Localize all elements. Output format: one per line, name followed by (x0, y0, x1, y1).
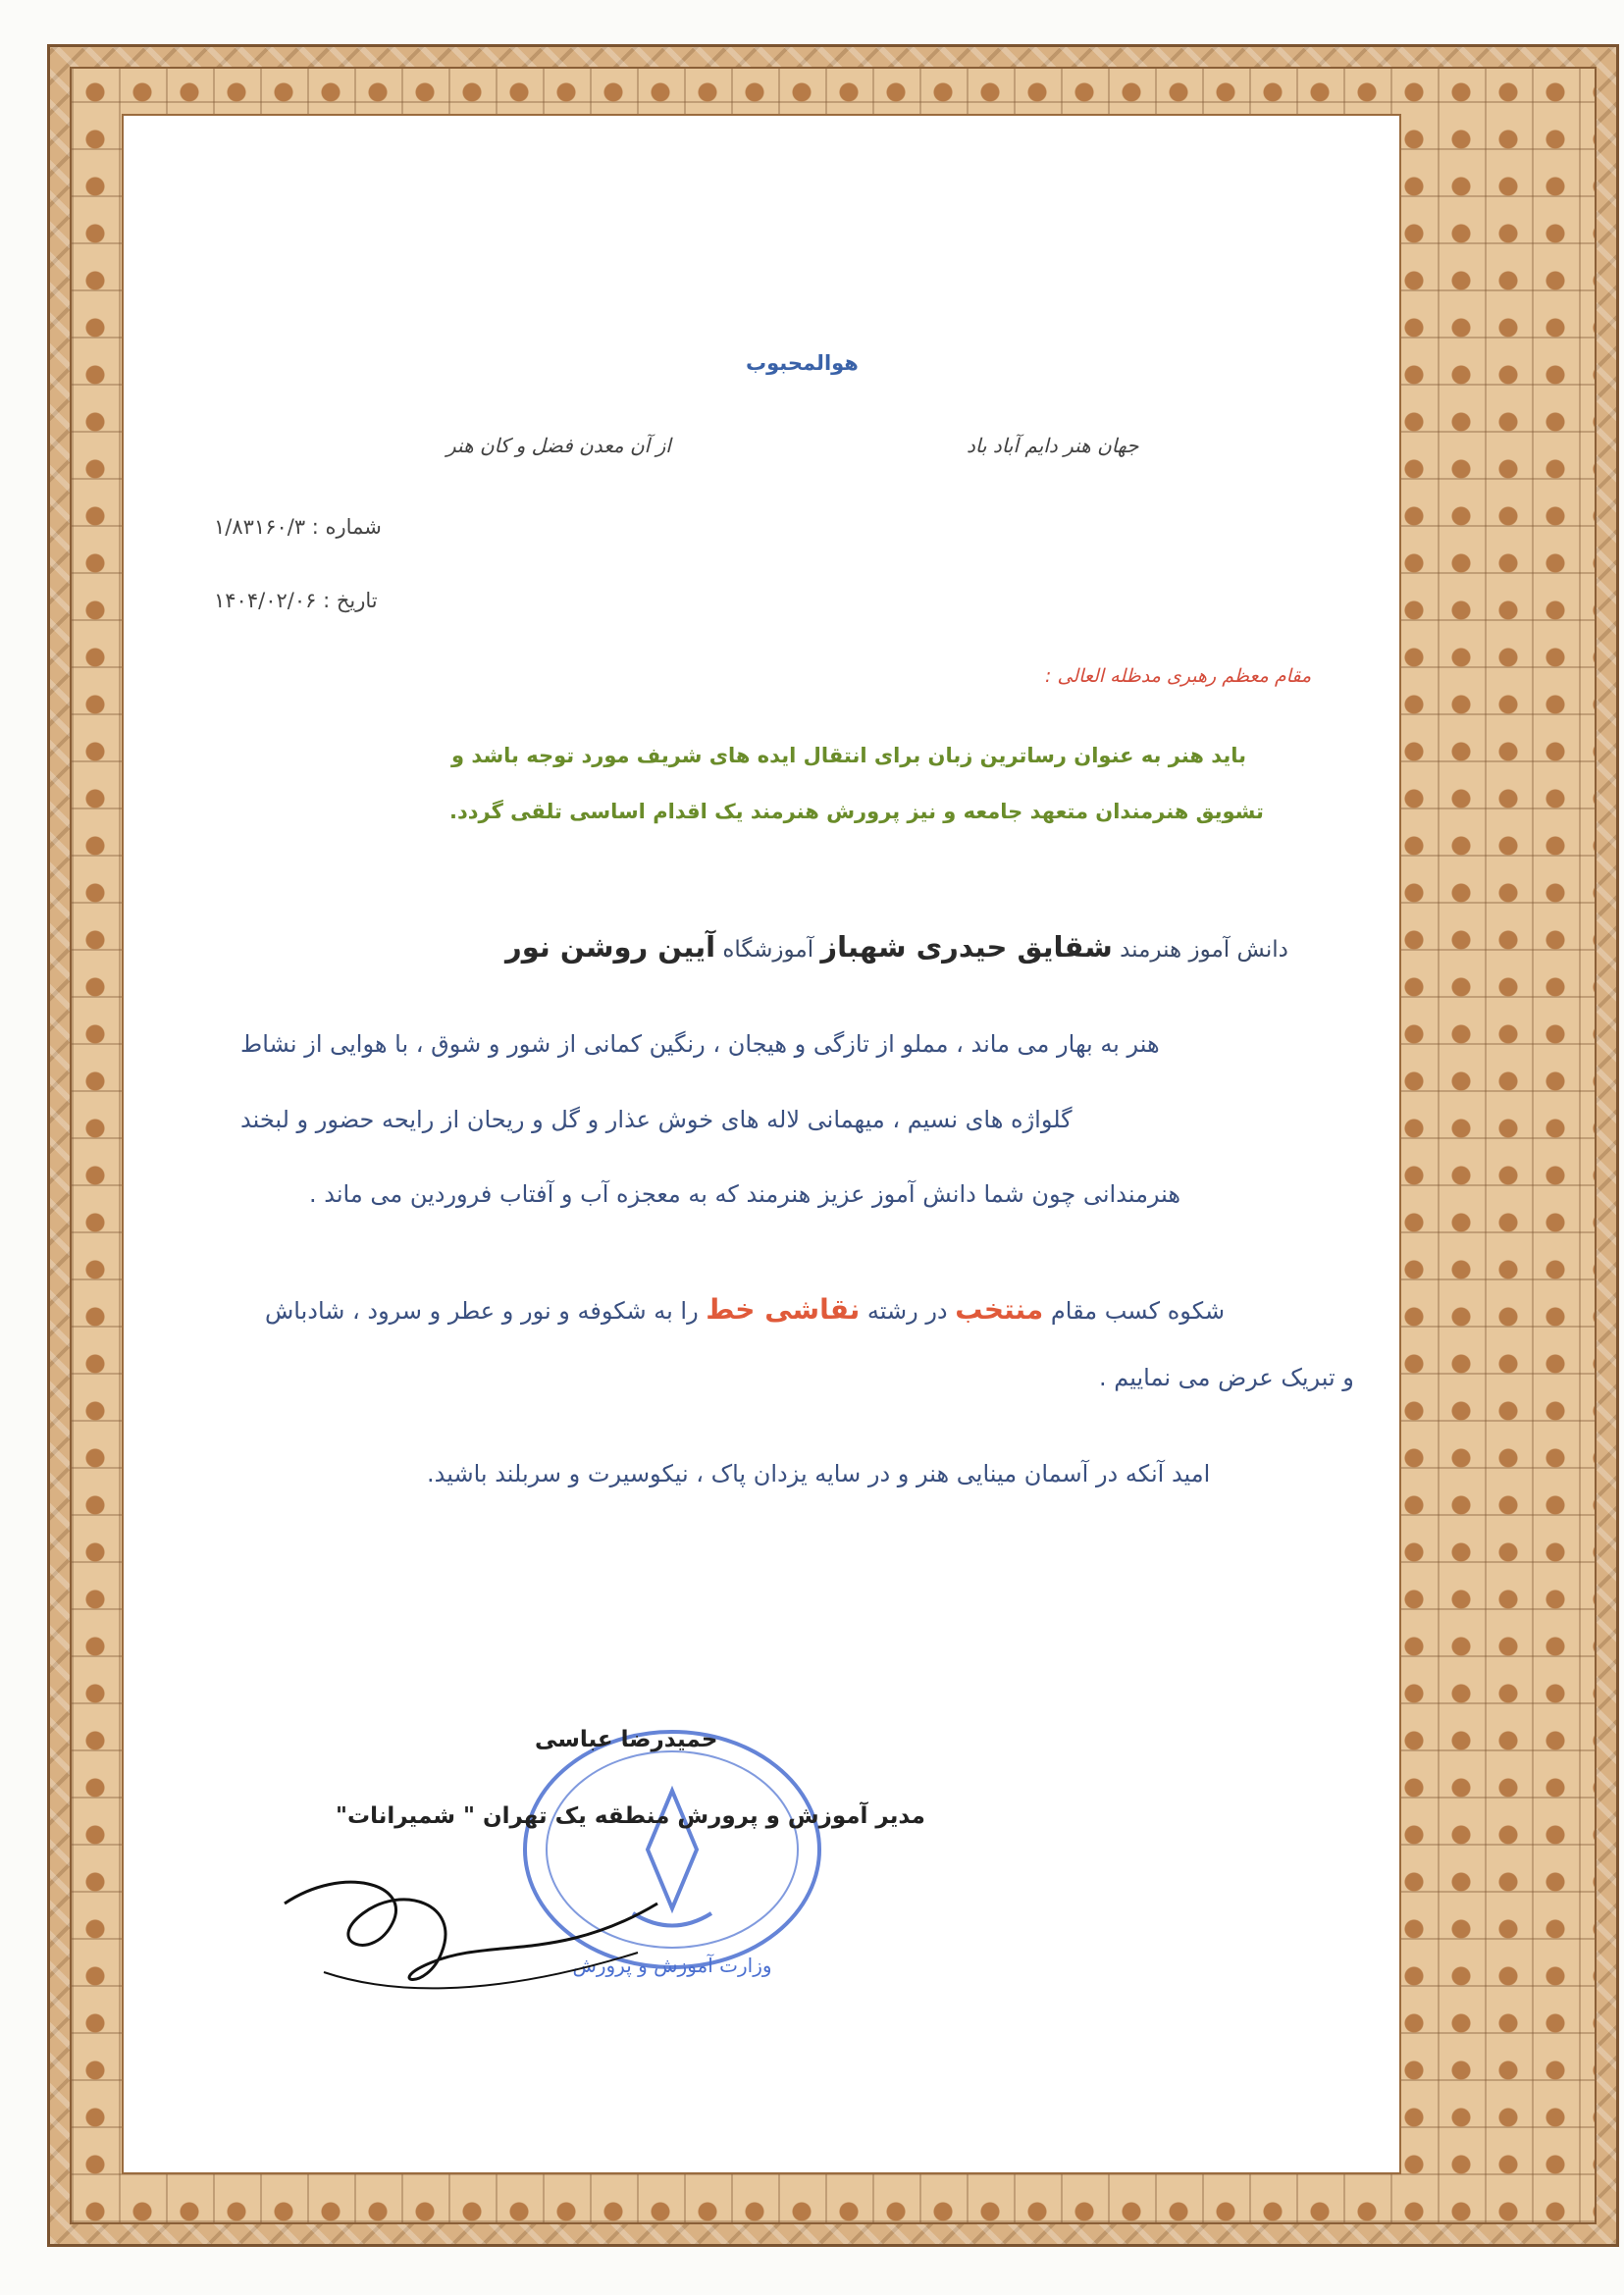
verse-left: از آن معدن فضل و کان هنر (446, 434, 671, 457)
heading: هوالمحبوب (746, 351, 859, 375)
achievement-part: در رشته (866, 1297, 948, 1325)
letter-date: تاریخ : ۱۴۰۴/۰۲/۰۶ (214, 589, 378, 612)
rank-label: منتخب (955, 1293, 1044, 1326)
paragraph-line: و تبریک عرض می نماییم . (1099, 1364, 1354, 1391)
leader-title: مقام معظم رهبری مدظله العالی : (1045, 665, 1312, 687)
paragraph-line: هنر به بهار می ماند ، مملو از تازگی و هیجان ، رنگین کمانی از شور و شوق ، با هوایی از نشاط (240, 1030, 1160, 1058)
achievement-line (265, 1293, 1225, 1326)
signature (265, 1845, 677, 2041)
student-prefix: دانش آموز هنرمند (1120, 937, 1288, 963)
student-name: شقایق حیدری شهباز (820, 930, 1113, 964)
letter-number: شماره : ۱/۸۳۱۶۰/۳ (214, 515, 382, 539)
quote-line-2: تشویق هنرمندان متعهد جامعه و نیز پرورش هنرمند یک اقدام اساسی تلقی گردد. (449, 800, 1264, 823)
paragraph-line: هنرمندانی چون شما دانش آموز عزیز هنرمند که به معجزه آب و آفتاب فروردین می ماند . (309, 1180, 1181, 1208)
field-label: نقاشی خط (706, 1293, 861, 1326)
student-line (505, 930, 1288, 964)
achievement-part: شکوه کسب مقام (1050, 1297, 1226, 1325)
signer-name: حمیدرضا عباسی (535, 1727, 718, 1752)
quote-line-1: باید هنر به عنوان رساترین زبان برای انتقال ایده های شریف مورد توجه باشد و (451, 744, 1247, 767)
institute-name: آیین روشن نور (505, 930, 716, 964)
institute-prefix: آموزشگاه (722, 937, 814, 963)
paragraph-line: گلواژه های نسیم ، میهمانی لاله های خوش عذار و گل و ریحان از رایحه حضور و لبخند (240, 1106, 1073, 1133)
stamp-text: وزارت آموزش و پرورش (572, 1954, 772, 1977)
verse-right: جهان هنر دایم آباد باد (967, 434, 1139, 457)
signer-title: مدیر آموزش و پرورش منطقه یک تهران " شمیرانات" (336, 1803, 925, 1829)
achievement-part: را به شکوفه و نور و عطر و سرود ، شادباش (265, 1297, 699, 1325)
closing-line: امید آنکه در آسمان مینایی هنر و در سایه یزدان پاک ، نیکوسیرت و سربلند باشید. (427, 1460, 1211, 1487)
